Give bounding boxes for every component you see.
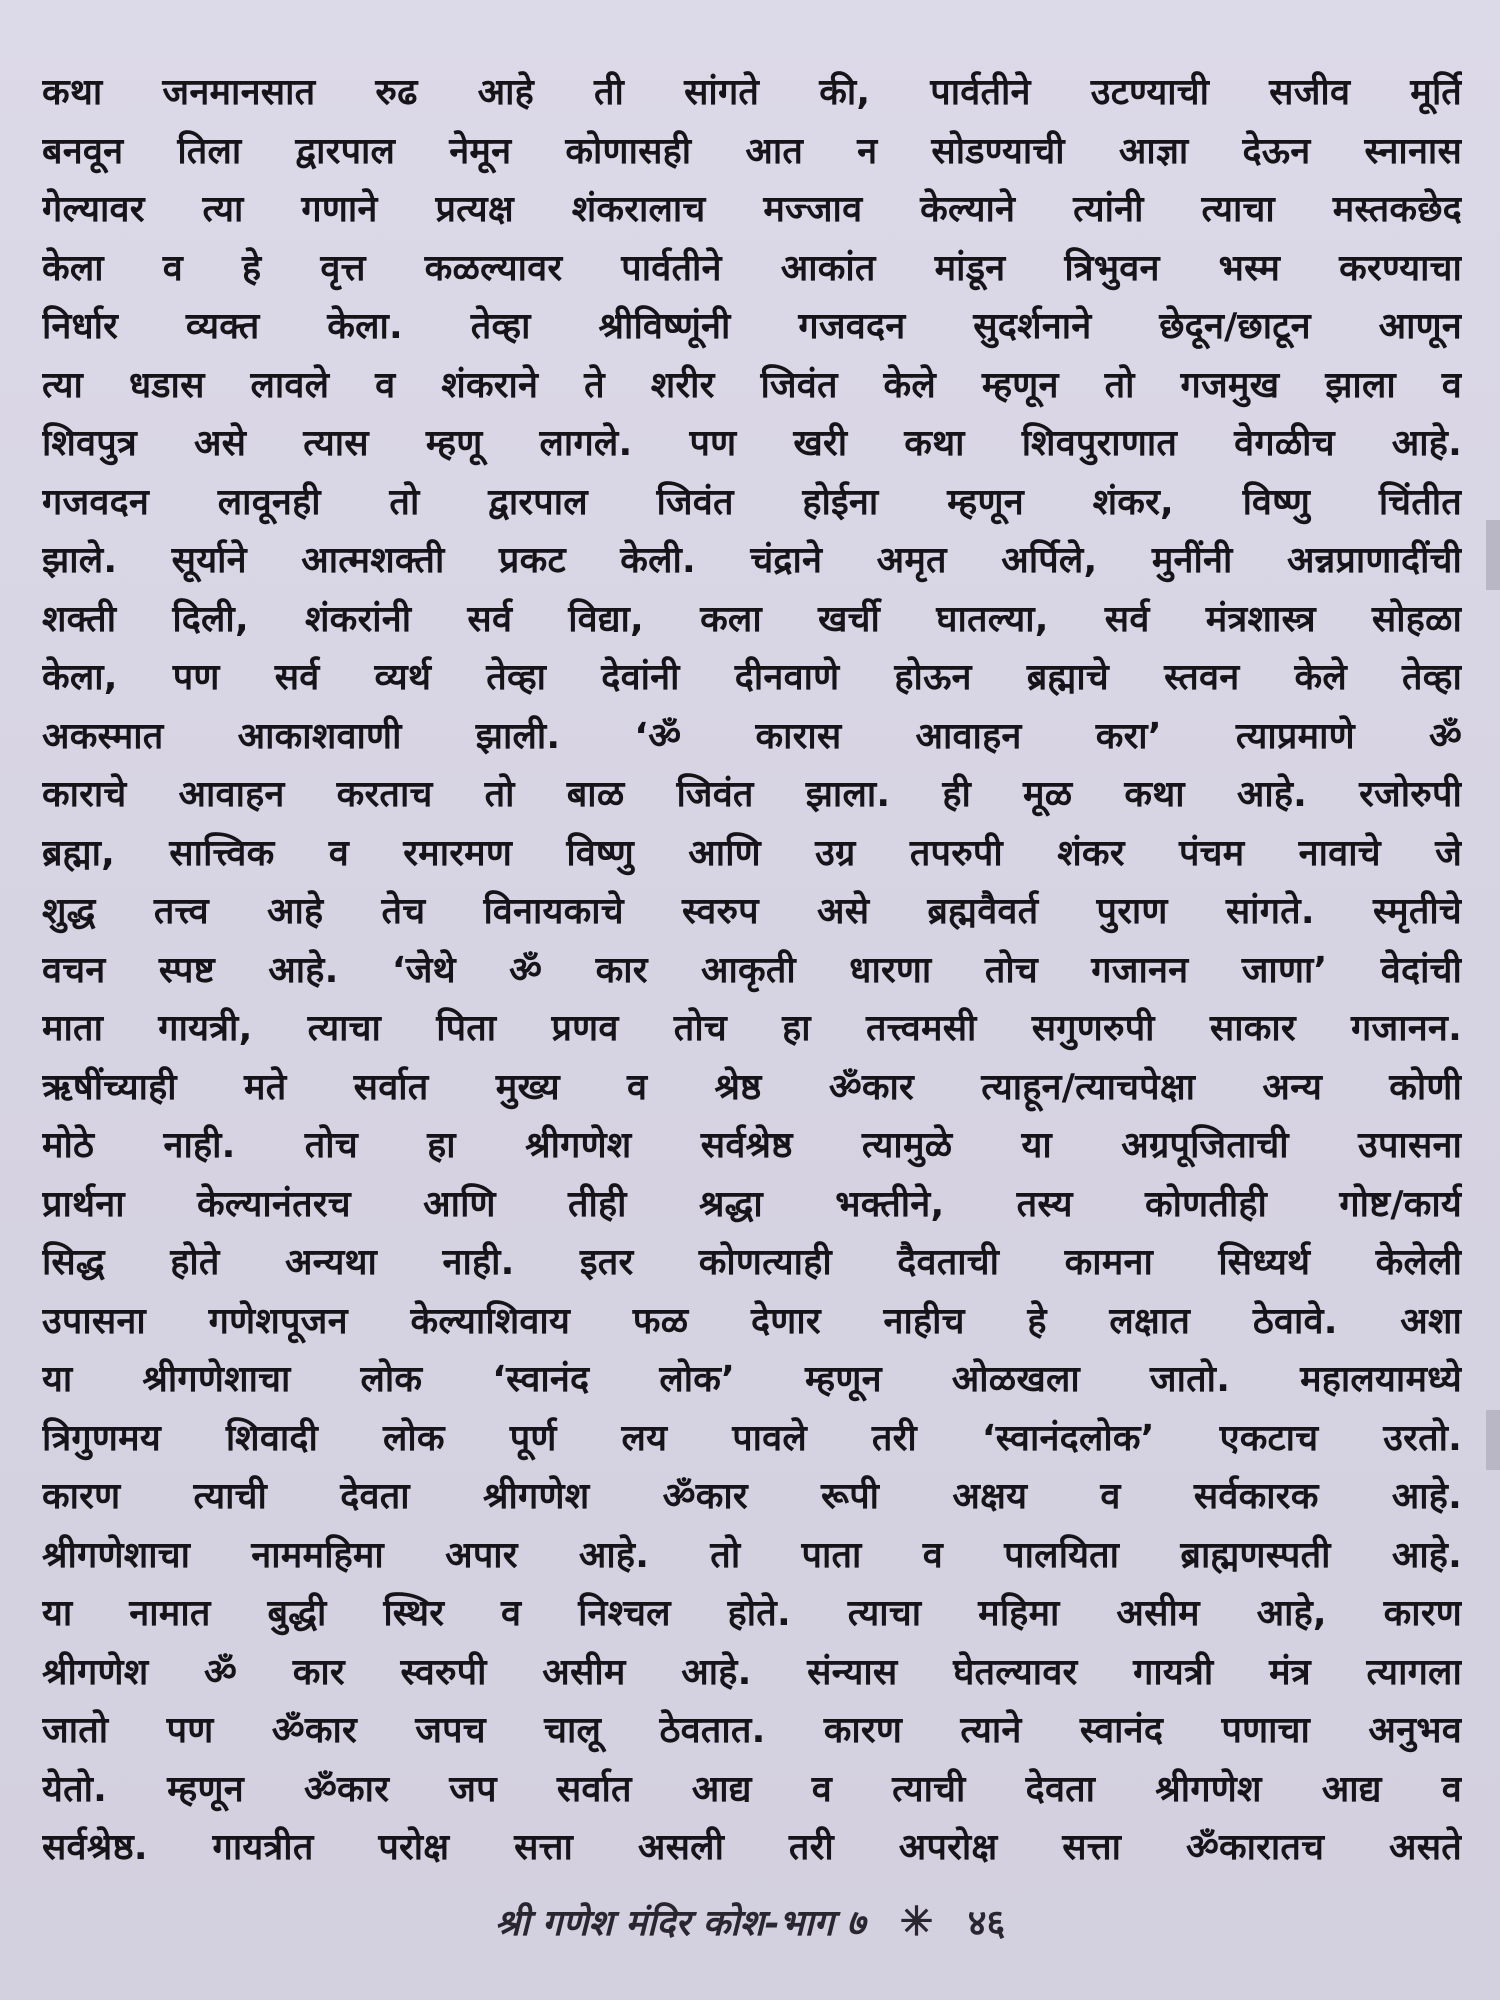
text-line: प्रार्थना केल्यानंतरच आणि तीही श्रद्धा भक्तीने, तस्य कोणतीही गोष्ट/कार्य	[42, 1183, 1462, 1225]
text-line: शिवपुत्र असे त्यास म्हणू लागले. पण खरी कथा शिवपुराणात वेगळीच आहे.	[42, 423, 1462, 464]
text-line: ऋषींच्याही मते सर्वात मुख्य व श्रेष्ठ ॐकार त्याहून/त्याचपेक्षा अन्य कोणी	[42, 1066, 1462, 1108]
text-line: झाले. सूर्याने आत्मशक्ती प्रकट केली. चंद्राने अमृत अर्पिले, मुनींनी अन्नप्राणादींची	[42, 540, 1462, 581]
text-line: सर्वश्रेष्ठ. गायत्रीत परोक्ष सत्ता असली तरी अपरोक्ष सत्ता ॐकारातच असते	[42, 1827, 1462, 1868]
page-edge-shadow	[1486, 1410, 1500, 1470]
text-line: श्रीगणेशाचा नाममहिमा अपार आहे. तो पाता व पालयिता ब्राह्मणस्पती आहे.	[42, 1534, 1462, 1576]
text-line: शुद्ध तत्त्व आहे तेच विनायकाचे स्वरुप असे ब्रह्मवैवर्त पुराण सांगते. स्मृतीचे	[42, 891, 1462, 932]
text-line: उपासना गणेशपूजन केल्याशिवाय फळ देणार नाहीच हे लक्षात ठेवावे. अशा	[42, 1300, 1462, 1342]
page-edge-shadow	[1486, 520, 1500, 590]
star-separator-icon: ✳	[899, 1898, 934, 1945]
text-line: शक्ती दिली, शंकरांनी सर्व विद्या, कला खर्ची घातल्या, सर्व मंत्रशास्त्र सोहळा	[42, 598, 1462, 640]
text-line: बनवून तिला द्वारपाल नेमून कोणासही आत न सोडण्याची आज्ञा देऊन स्नानास	[42, 130, 1462, 172]
text-line: केला व हे वृत्त कळल्यावर पार्वतीने आकांत मांडून त्रिभुवन भस्म करण्याचा	[42, 247, 1462, 289]
text-line: कथा जनमानसात रुढ आहे ती सांगते की, पार्वतीने उटण्याची सजीव मूर्ति	[42, 72, 1462, 113]
page-number: ४६	[967, 1902, 1006, 1944]
text-line: जातो पण ॐकार जपच चालू ठेवतात. कारण त्याने स्वानंद पणाचा अनुभव	[42, 1710, 1462, 1751]
text-line: त्या धडास लावले व शंकराने ते शरीर जिवंत केले म्हणून तो गजमुख झाला व	[42, 364, 1462, 406]
text-line: त्रिगुणमय शिवादी लोक पूर्ण लय पावले तरी ‘स्वानंदलोक’ एकटाच उरतो.	[42, 1417, 1462, 1459]
text-line: सिद्ध होते अन्यथा नाही. इतर कोणत्याही दैवताची कामना सिध्यर्थ केलेली	[42, 1242, 1462, 1283]
text-line: निर्धार व्यक्त केला. तेव्हा श्रीविष्णूंनी गजवदन सुदर्शनाने छेदून/छाटून आणून	[42, 306, 1462, 347]
text-line: काराचे आवाहन करताच तो बाळ जिवंत झाला. ही मूळ कथा आहे. रजोरुपी	[42, 774, 1462, 815]
text-line: गेल्यावर त्या गणाने प्रत्यक्ष शंकरालाच मज्जाव केल्याने त्यांनी त्याचा मस्तकछेद	[42, 189, 1462, 230]
text-line: येतो. म्हणून ॐकार जप सर्वात आद्य व त्याची देवता श्रीगणेश आद्य व	[42, 1768, 1462, 1810]
text-line: ब्रह्मा, सात्त्विक व रमारमण विष्णु आणि उग्र तपरुपी शंकर पंचम नावाचे जे	[42, 832, 1462, 874]
text-line: माता गायत्री, त्याचा पिता प्रणव तोच हा तत्त्वमसी सगुणरुपी साकार गजानन.	[42, 1008, 1462, 1049]
text-line: या श्रीगणेशाचा लोक ‘स्वानंद लोक’ म्हणून ओळखला जातो. महालयामध्ये	[42, 1359, 1462, 1400]
body-text	[42, 64, 1462, 1878]
footer-title: श्री गणेश मंदिर कोश-भाग ७	[494, 1902, 866, 1944]
text-line: कारण त्याची देवता श्रीगणेश ॐकार रूपी अक्षय व सर्वकारक आहे.	[42, 1476, 1462, 1517]
text-line: गजवदन लावूनही तो द्वारपाल जिवंत होईना म्हणून शंकर, विष्णु चिंतीत	[42, 481, 1462, 523]
text-line: अकस्मात आकाशवाणी झाली. ‘ॐ कारास आवाहन करा’ त्याप्रमाणे ॐ	[42, 715, 1462, 757]
text-line: या नामात बुद्धी स्थिर व निश्चल होते. त्याचा महिमा असीम आहे, कारण	[42, 1593, 1462, 1634]
page-footer	[0, 1892, 1500, 1952]
text-line: वचन स्पष्ट आहे. ‘जेथे ॐ कार आकृती धारणा तोच गजानन जाणा’ वेदांची	[42, 949, 1462, 991]
text-line: मोठे नाही. तोच हा श्रीगणेश सर्वश्रेष्ठ त्यामुळे या अग्रपूजिताची उपासना	[42, 1125, 1462, 1166]
text-line: केला, पण सर्व व्यर्थ तेव्हा देवांनी दीनवाणे होऊन ब्रह्माचे स्तवन केले तेव्हा	[42, 657, 1462, 698]
text-line: श्रीगणेश ॐ कार स्वरुपी असीम आहे. संन्यास घेतल्यावर गायत्री मंत्र त्यागला	[42, 1651, 1462, 1693]
